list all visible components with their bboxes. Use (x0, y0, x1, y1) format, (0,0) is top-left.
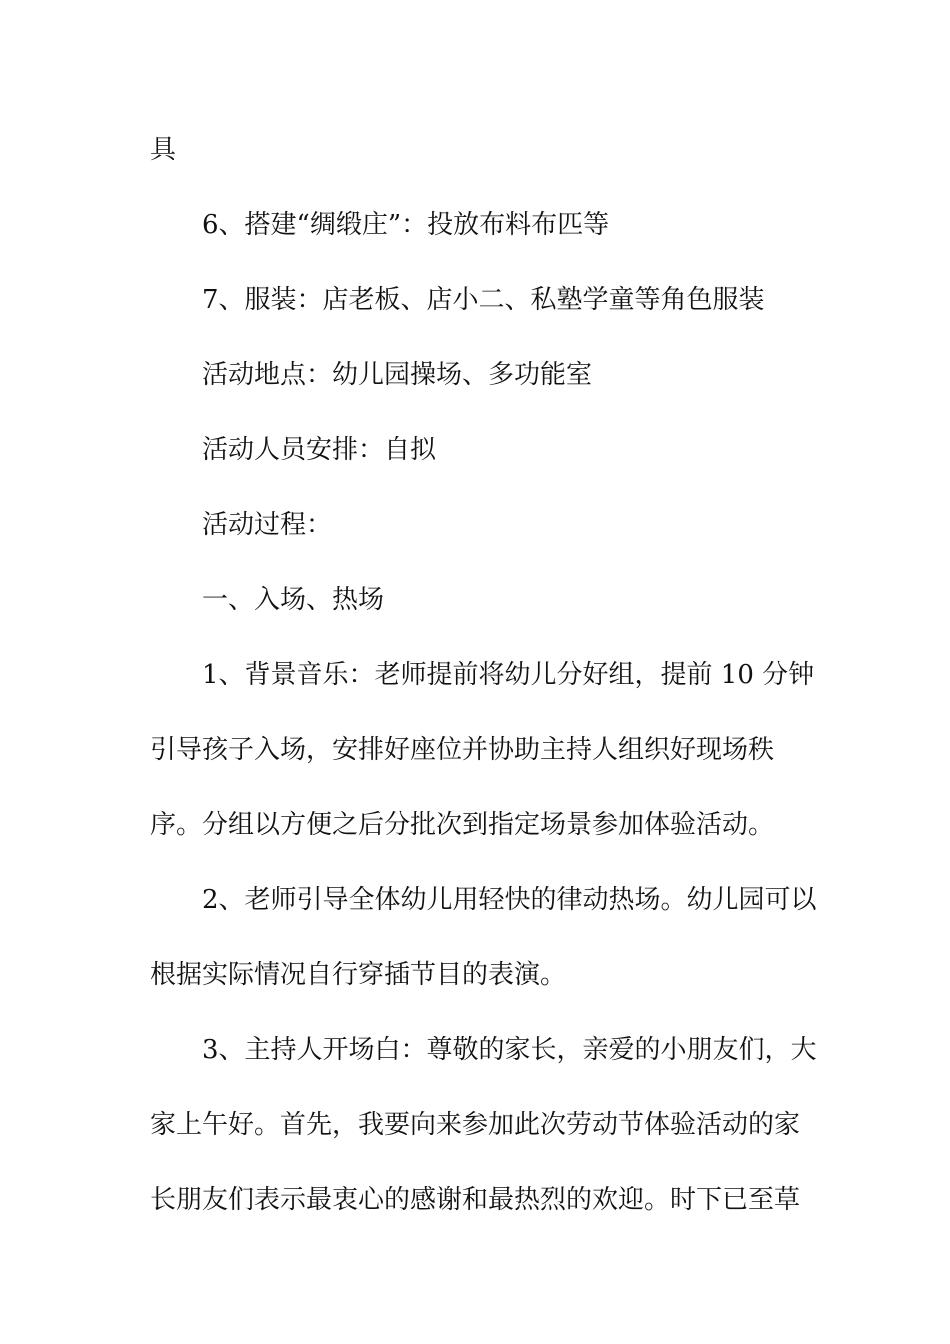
paragraph-1-line-1: 1、背景音乐：老师提前将幼儿分好组，提前 10 分钟 (202, 660, 815, 690)
section-heading-one: 一、入场、热场 (202, 585, 385, 615)
paragraph-1-line-3: 序。分组以方便之后分批次到指定场景参加体验活动。 (150, 810, 775, 840)
paragraph-3-line-2: 家上午好。首先，我要向来参加此次劳动节体验活动的家 (150, 1110, 801, 1140)
paragraph-2-line-1: 2、老师引导全体幼儿用轻快的律动热场。幼儿园可以 (202, 885, 817, 915)
list-item-7: 7、服装：店老板、店小二、私塾学童等角色服装 (202, 285, 765, 315)
activity-process-heading: 活动过程： (202, 510, 333, 540)
paragraph-1-line-2: 引导孩子入场，安排好座位并协助主持人组织好现场秩 (150, 735, 775, 765)
list-item-6: 6、搭建“绸缎庄”：投放布料布匹等 (202, 210, 610, 240)
activity-staff: 活动人员安排：自拟 (202, 435, 437, 465)
paragraph-3-line-1: 3、主持人开场白：尊敬的家长，亲爱的小朋友们，大 (202, 1035, 817, 1065)
text-line-continuation: 具 (150, 135, 177, 165)
paragraph-2-line-2: 根据实际情况自行穿插节目的表演。 (150, 960, 567, 990)
activity-location: 活动地点：幼儿园操场、多功能室 (202, 360, 593, 390)
paragraph-3-line-3: 长朋友们表示最衷心的感谢和最热烈的欢迎。时下已至草 (150, 1185, 801, 1215)
